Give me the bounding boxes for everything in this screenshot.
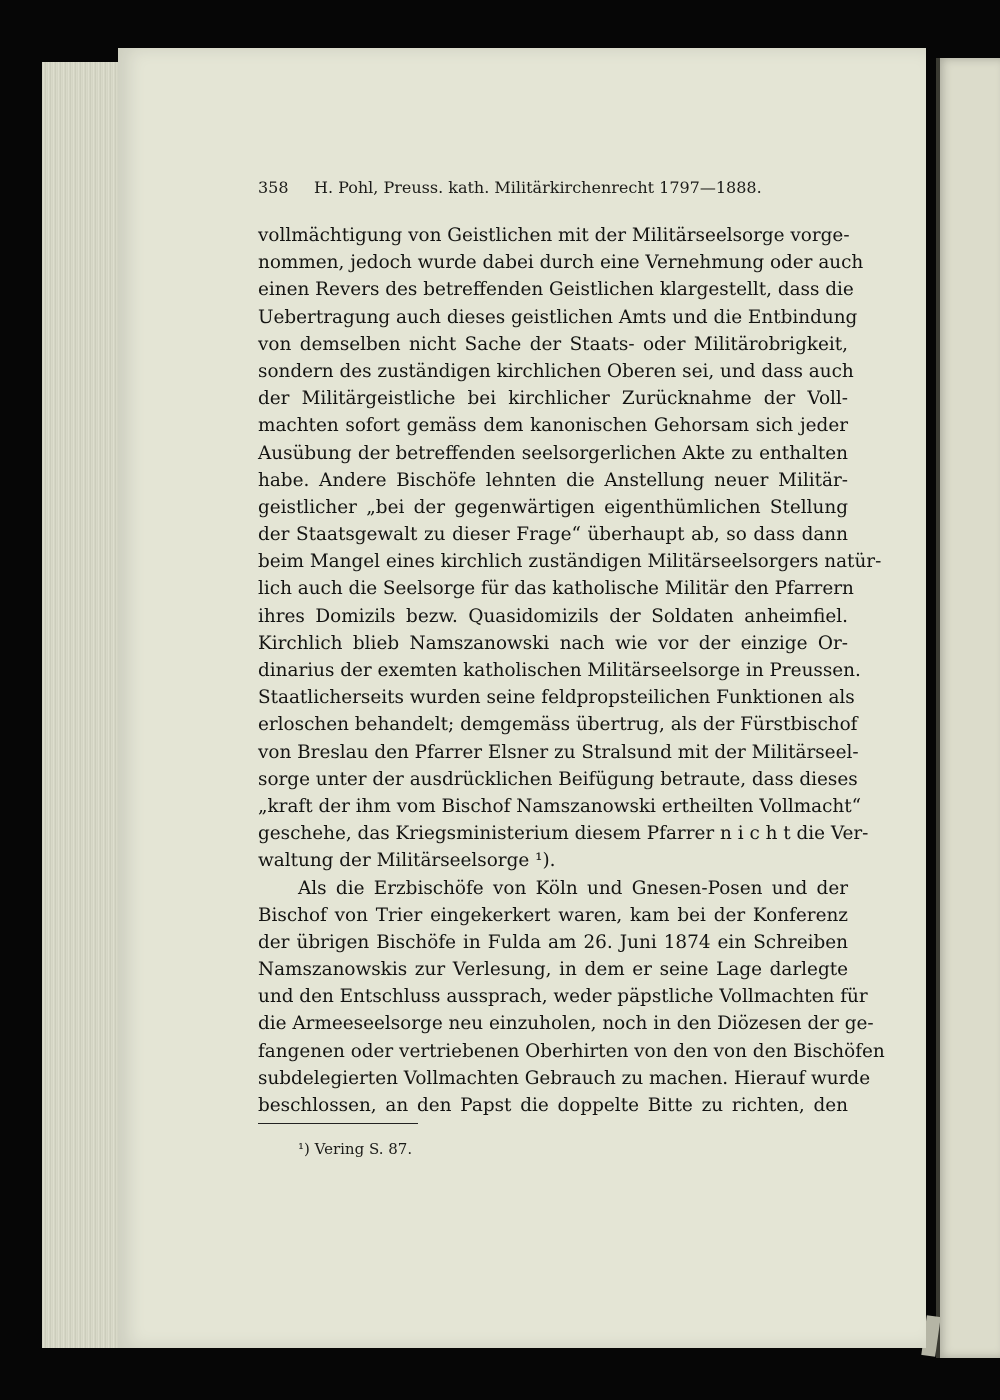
text-line: Bischof von Trier eingekerkert waren, kam bei der Konferenz — [258, 904, 848, 926]
text-line: dinarius der exemten katholischen Militärseelsorge in Preussen. — [258, 660, 861, 681]
text-line: Staatlicherseits wurden seine feldpropsteilichen Funktionen als — [258, 687, 855, 709]
text-line: sorge unter der ausdrücklichen Beifügung betraute, dass dieses — [258, 768, 858, 790]
text-line: die Armeeseelsorge neu einzuholen, noch in den Diözesen der ge- — [258, 1013, 874, 1035]
text-line: geistlicher „bei der gegenwärtigen eigenthümlichen Stellung — [258, 496, 848, 518]
text-line: machten sofort gemäss dem kanonischen Gehorsam sich jeder — [258, 415, 848, 437]
running-title: H. Pohl, Preuss. kath. Militärkirchenrecht 1797—1888. — [314, 178, 762, 197]
text-line: von demselben nicht Sache der Staats- oder Militärobrigkeit, — [258, 333, 848, 355]
page-number: 358 — [258, 178, 289, 197]
text-line: und den Entschluss aussprach, weder päpstliche Vollmachten für — [258, 986, 868, 1008]
text-line: Als die Erzbischöfe von Köln und Gnesen-Posen und der — [298, 877, 848, 899]
main-text — [258, 222, 885, 1119]
footnote-divider — [258, 1123, 418, 1124]
text-line: Kirchlich blieb Namszanowski nach wie vor der einzige Or- — [258, 632, 848, 654]
text-line: beim Mangel eines kirchlich zuständigen Militärseelsorgers natür- — [258, 551, 882, 573]
facing-page-edge — [936, 58, 1000, 1358]
text-line: habe. Andere Bischöfe lehnten die Anstellung neuer Militär- — [258, 469, 848, 491]
text-line: vollmächtigung von Geistlichen mit der Militärseelsorge vorge- — [258, 225, 850, 246]
text-line: „kraft der ihm vom Bischof Namszanowski ertheilten Vollmacht“ — [258, 795, 862, 817]
text-line: Ausübung der betreffenden seelsorgerlichen Akte zu enthalten — [258, 442, 848, 464]
text-line: Uebertragung auch dieses geistlichen Amts und die Entbindung — [258, 306, 858, 328]
text-line: Namszanowskis zur Verlesung, in dem er seine Lage darlegte — [258, 959, 848, 981]
footnote: ¹) Vering S. 87. — [298, 1140, 413, 1158]
text-line: der Staatsgewalt zu dieser Frage“ überhaupt ab, so dass dann — [258, 524, 848, 546]
text-line: fangenen oder vertriebenen Oberhirten von den von den Bischöfen — [258, 1040, 885, 1062]
text-line: waltung der Militärseelsorge ¹). — [258, 850, 556, 872]
text-line: einen Revers des betreffenden Geistlichen klargestellt, dass die — [258, 279, 854, 301]
text-line: lich auch die Seelsorge für das katholische Militär den Pfarrern — [258, 578, 854, 600]
text-line: ihres Domizils bezw. Quasidomizils der Soldaten anheimfiel. — [258, 605, 848, 627]
text-line: der Militärgeistliche bei kirchlicher Zurücknahme der Voll- — [258, 388, 848, 410]
text-line: beschlossen, an den Papst die doppelte Bitte zu richten, den — [258, 1095, 848, 1116]
text-line: von Breslau den Pfarrer Elsner zu Stralsund mit der Militärseel- — [258, 741, 859, 763]
running-header — [258, 178, 848, 197]
text-line: geschehe, das Kriegsministerium diesem Pfarrer n i c h t die Ver- — [258, 823, 869, 845]
text-line: nommen, jedoch wurde dabei durch eine Vernehmung oder auch — [258, 252, 864, 274]
text-line: sondern des zuständigen kirchlichen Oberen sei, und dass auch — [258, 360, 854, 382]
text-line: subdelegierten Vollmachten Gebrauch zu machen. Hierauf wurde — [258, 1067, 871, 1089]
text-line: erloschen behandelt; demgemäss übertrug, als der Fürstbischof — [258, 714, 858, 736]
text-line: der übrigen Bischöfe in Fulda am 26. Juni 1874 ein Schreiben — [258, 931, 848, 953]
